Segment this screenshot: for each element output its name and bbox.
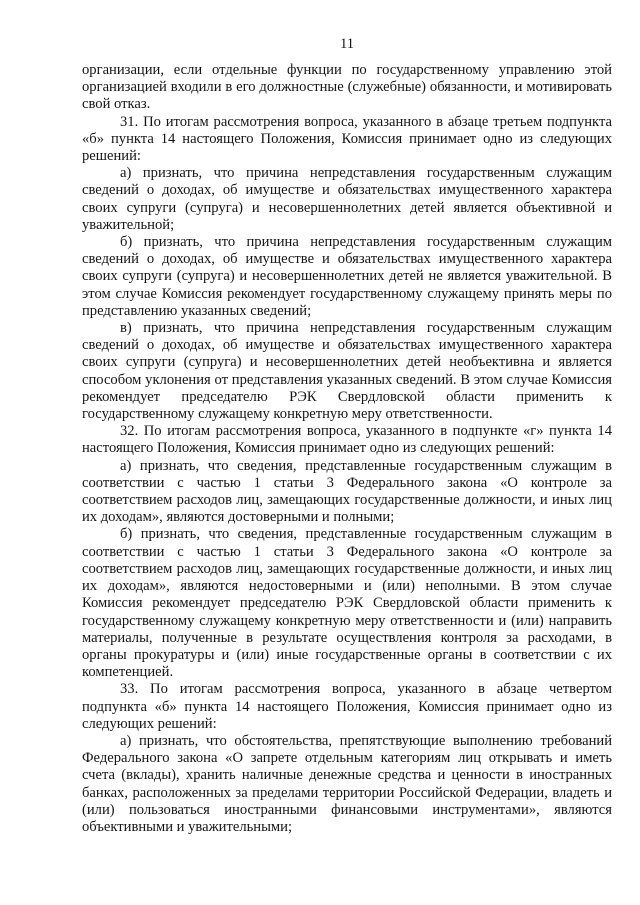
paragraph-item-32: 32. По итогам рассмотрения вопроса, указанного в подпункте «г» пункта 14 настоящего Положения, Комиссия принимает одно из следующих решений:	[82, 423, 612, 457]
document-page	[82, 34, 612, 836]
paragraph-32-b: б) признать, что сведения, представленные государственным служащим в соответствии с частью 1 статьи 3 Федерального закона «О контроле за соответствием расходов лиц, замещающих государственные должности, и иных лиц их доходам», являются недостоверными и (или) неполными. В этом случае Комиссия рекомендует председателю РЭК Свердловской области применить к государственному служащему конкретную меру ответственности и (или) направить материалы, полученные в результате осуществления контроля за расходами, в органы прокуратуры и (или) иные государственные органы в соответствии с их компетенцией.	[82, 526, 612, 681]
paragraph-31-b: б) признать, что причина непредставления государственным служащим сведений о доходах, об имуществе и обязательствах имущественного характера своих супруги (супруга) и несовершеннолетних детей не является уважительной. В этом случае Комиссия рекомендует государственному служащему принять меры по представлению указанных сведений;	[82, 234, 612, 319]
page-number: 11	[339, 36, 355, 52]
paragraph-item-33: 33. По итогам рассмотрения вопроса, указанного в абзаце четвертом подпункта «б» пункта 14 настоящего Положения, Комиссия принимает одно из следующих решений:	[82, 681, 612, 732]
paragraph-31-c: в) признать, что причина непредставления государственным служащим сведений о доходах, об имуществе и обязательствах имущественного характера своих супруги (супруга) и несовершеннолетних детей необъективна и является способом уклонения от представления указанных сведений. В этом случае Комиссия рекомендует председателю РЭК Свердловской области применить к государственному служащему конкретную меру ответственности.	[82, 320, 612, 423]
paragraph-32-a: а) признать, что сведения, представленные государственным служащим в соответствии с частью 1 статьи 3 Федерального закона «О контроле за соответствием расходов лиц, замещающих государственные должности, и иных лиц их доходам», являются достоверными и полными;	[82, 457, 612, 526]
paragraph-continuation: организации, если отдельные функции по государственному управлению этой организацией входили в его должностные (служебные) обязанности, и мотивировать свой отказ.	[82, 62, 612, 113]
paragraph-31-a: а) признать, что причина непредставления государственным служащим сведений о доходах, об имуществе и обязательствах имущественного характера своих супруги (супруга) и несовершеннолетних детей является объективной и уважительной;	[82, 165, 612, 233]
paragraph-33-a: а) признать, что обстоятельства, препятствующие выполнению требований Федерального закона «О запрете отдельным категориям лиц открывать и иметь счета (вклады), хранить наличные денежные средства и ценности в иностранных банках, расположенных за пределами территории Российской Федерации, владеть и (или) пользоваться иностранными финансовыми инструментами», являются объективными и уважительными;	[82, 732, 612, 835]
paragraph-item-31: 31. По итогам рассмотрения вопроса, указанного в абзаце третьем подпункта «б» пункта 14 настоящего Положения, Комиссия принимает одно из следующих решений:	[82, 113, 612, 165]
